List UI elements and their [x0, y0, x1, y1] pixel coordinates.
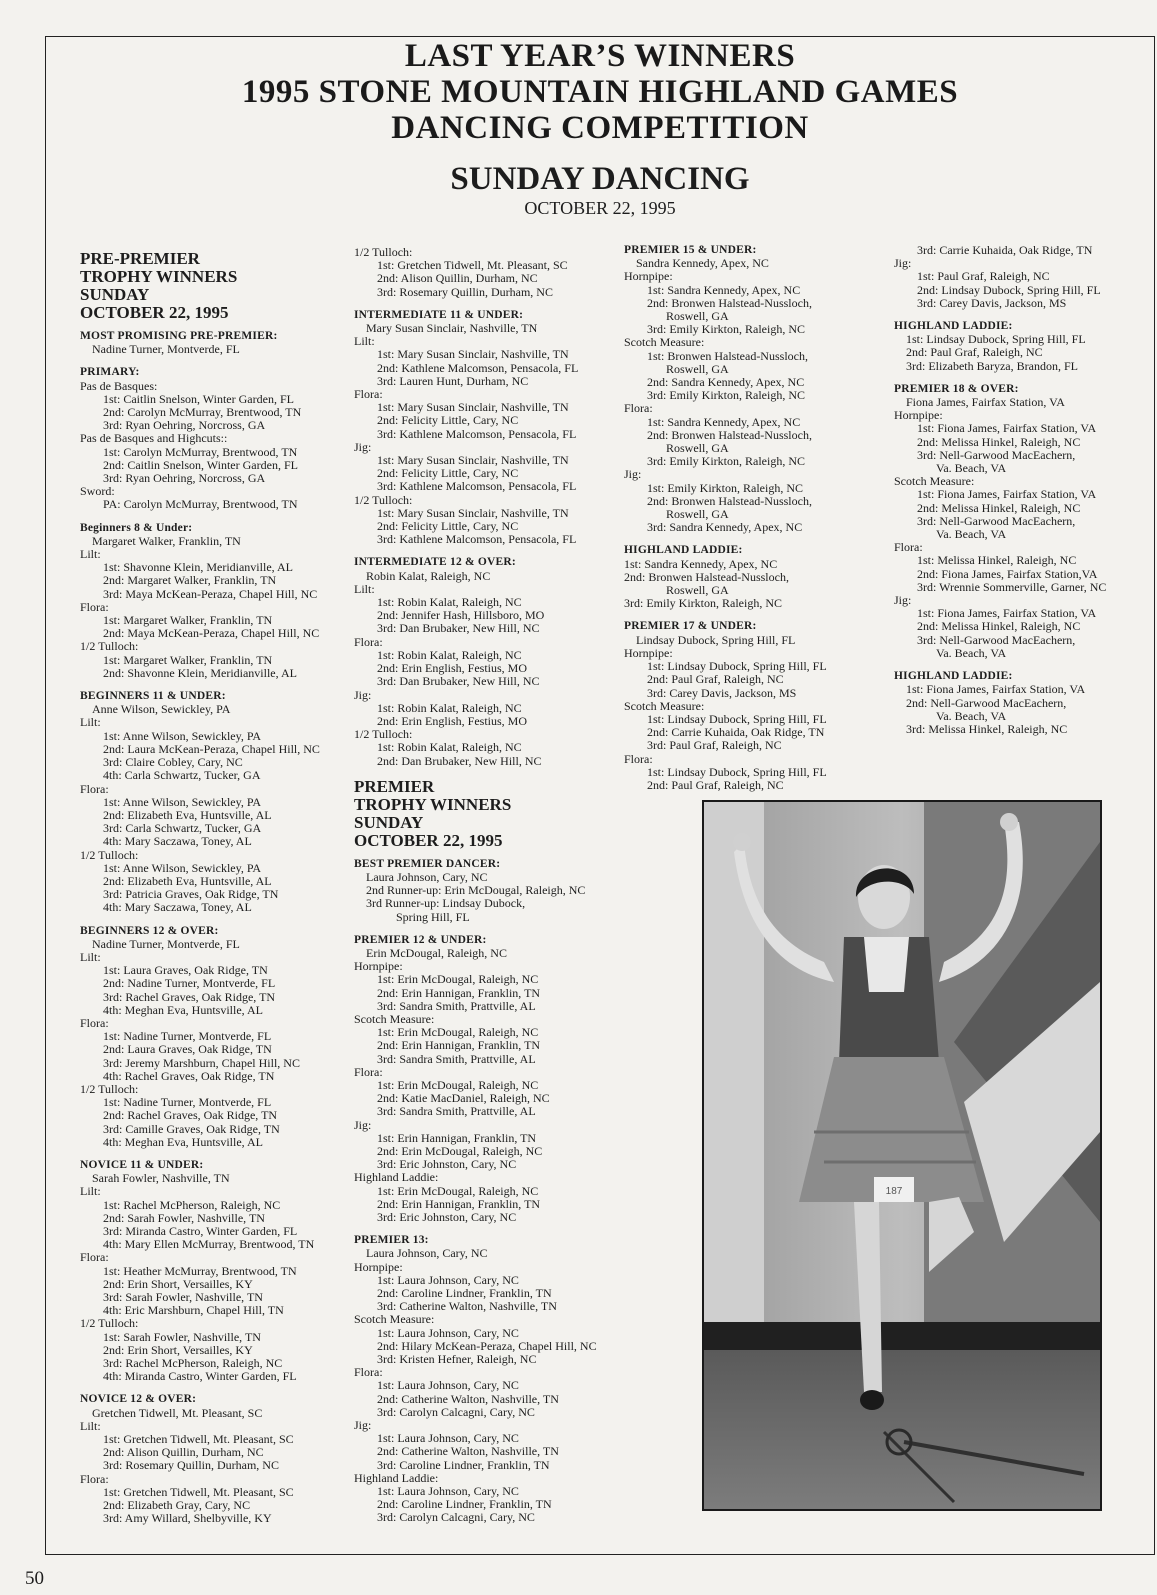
result-line: 3rd: Elizabeth Baryza, Brandon, FL	[906, 358, 1078, 373]
result-line: Roswell, GA	[666, 309, 729, 324]
section-title: INTERMEDIATE 11 & UNDER:	[354, 308, 524, 321]
result-line: 3rd: Sandra Smith, Prattville, AL	[377, 1051, 536, 1066]
result-line: 1st: Nadine Turner, Montverde, FL	[103, 1029, 272, 1044]
result-line: 3rd: Emily Kirkton, Raleigh, NC	[624, 596, 782, 611]
result-line: 1st: Fiona James, Fairfax Station, VA	[906, 682, 1086, 697]
result-line: 1st: Lindsay Dubock, Spring Hill, FL	[647, 764, 827, 779]
result-line: 1/2 Tulloch:	[354, 492, 413, 507]
result-line: 1st: Laura Johnson, Cary, NC	[377, 1325, 519, 1340]
result-line: 3rd: Eric Johnston, Cary, NC	[377, 1157, 517, 1172]
result-line: 3rd: Rachel Graves, Oak Ridge, TN	[103, 989, 276, 1004]
result-line: Scotch Measure:	[354, 1312, 435, 1327]
section-title: HIGHLAND LADDIE:	[894, 320, 1013, 333]
result-line: Robin Kalat, Raleigh, NC	[366, 568, 491, 583]
result-line: 3rd: Wrennie Sommerville, Garner, NC	[917, 579, 1107, 594]
results-section	[894, 383, 1154, 660]
result-line: 3rd: Paul Graf, Raleigh, NC	[647, 738, 782, 753]
results-section	[354, 1234, 616, 1524]
column-4	[894, 244, 1154, 746]
result-line: 3rd: Camille Graves, Oak Ridge, TN	[103, 1121, 280, 1136]
result-line: 2nd: Shavonne Klein, Meridianville, AL	[103, 665, 297, 680]
result-line: 3rd: Nell-Garwood MacEachern,	[917, 632, 1076, 647]
result-line: Sword:	[80, 484, 115, 499]
result-line: 1st: Mary Susan Sinclair, Nashville, TN	[377, 453, 569, 468]
result-line: 2nd: Erin McDougal, Raleigh, NC	[377, 1143, 543, 1158]
result-line: 1st: Lindsay Dubock, Spring Hill, FL	[647, 659, 827, 674]
result-line: 1st: Sandra Kennedy, Apex, NC	[647, 282, 801, 297]
result-line: 2nd: Dan Brubaker, New Hill, NC	[377, 753, 542, 768]
result-line: Lindsay Dubock, Spring Hill, FL	[636, 632, 796, 647]
result-line: 2nd: Melissa Hinkel, Raleigh, NC	[917, 619, 1081, 634]
result-line: 1st: Fiona James, Fairfax Station, VA	[917, 421, 1097, 436]
result-line: 1st: Paul Graf, Raleigh, NC	[917, 269, 1050, 284]
result-line: Flora:	[80, 1471, 109, 1486]
result-line: 4th: Mary Ellen McMurray, Brentwood, TN	[103, 1237, 315, 1252]
column-3	[624, 244, 889, 802]
result-line: 3rd: Claire Cobley, Cary, NC	[103, 755, 243, 770]
sunday-dancing-heading: SUNDAY DANCING	[450, 161, 750, 197]
result-line: Flora:	[80, 1250, 109, 1265]
result-line: 1/2 Tulloch:	[80, 847, 139, 862]
result-line: Flora:	[354, 1064, 383, 1079]
title-line-2: 1995 STONE MOUNTAIN HIGHLAND GAMES	[241, 74, 959, 110]
section-title: INTERMEDIATE 12 & OVER:	[354, 556, 516, 569]
result-line: 2nd: Erin Hannigan, Franklin, TN	[377, 1038, 541, 1053]
result-line: 1/2 Tulloch:	[80, 639, 139, 654]
result-line: Scotch Measure:	[354, 1011, 435, 1026]
result-line: 2nd: Felicity Little, Cary, NC	[377, 466, 519, 481]
result-line: 1st: Margaret Walker, Franklin, TN	[103, 652, 273, 667]
result-line: 1st: Laura Johnson, Cary, NC	[377, 1272, 519, 1287]
result-line: 1st: Sarah Fowler, Nashville, TN	[103, 1329, 261, 1344]
result-line: 2nd: Melissa Hinkel, Raleigh, NC	[917, 434, 1081, 449]
result-line: Sarah Fowler, Nashville, TN	[92, 1171, 230, 1186]
results-section	[894, 244, 1154, 310]
result-line: 1st: Robin Kalat, Raleigh, NC	[377, 595, 522, 610]
result-line: 3rd: Sarah Fowler, Nashville, TN	[103, 1290, 263, 1305]
section-title: PREMIER 18 & OVER:	[894, 382, 1019, 395]
result-line: Scotch Measure:	[624, 698, 705, 713]
result-line: Pas de Basques:	[80, 378, 158, 393]
result-line: 3rd: Rosemary Quillin, Durham, NC	[103, 1458, 279, 1473]
result-line: 1st: Sandra Kennedy, Apex, NC	[624, 556, 778, 571]
result-line: Scotch Measure:	[624, 335, 705, 350]
result-line: Jig:	[354, 687, 372, 702]
result-line: 1st: Gretchen Tidwell, Mt. Pleasant, SC	[103, 1432, 294, 1447]
result-line: 2nd Runner-up: Erin McDougal, Raleigh, NC	[366, 883, 586, 898]
premier-heading	[354, 778, 616, 850]
result-line: Highland Laddie:	[354, 1170, 439, 1185]
result-line: 1st: Erin McDougal, Raleigh, NC	[377, 1183, 539, 1198]
result-line: 1st: Anne Wilson, Sewickley, PA	[103, 794, 262, 809]
result-line: Hornpipe:	[894, 408, 943, 423]
result-line: 3rd: Carolyn Calcagni, Cary, NC	[377, 1404, 535, 1419]
result-line: 1st: Mary Susan Sinclair, Nashville, TN	[377, 347, 569, 362]
result-line: Flora:	[354, 1365, 383, 1380]
result-line: Pas de Basques and Highcuts::	[80, 431, 228, 446]
result-line: Lilt:	[354, 334, 375, 349]
result-line: 2nd: Catherine Walton, Nashville, TN	[377, 1444, 559, 1459]
result-line: Flora:	[80, 1015, 109, 1030]
result-line: Lilt:	[80, 1418, 101, 1433]
result-line: 3rd: Emily Kirkton, Raleigh, NC	[647, 454, 805, 469]
result-line: 2nd: Carolyn McMurray, Brentwood, TN	[103, 405, 302, 420]
result-line: 1st: Mary Susan Sinclair, Nashville, TN	[377, 400, 569, 415]
result-line: 3rd: Kathlene Malcomson, Pensacola, FL	[377, 426, 577, 441]
result-line: Laura Johnson, Cary, NC	[366, 1246, 488, 1261]
result-line: 2nd: Bronwen Halstead-Nussloch,	[647, 493, 812, 508]
result-line: Fiona James, Fairfax Station, VA	[906, 395, 1065, 410]
result-line: 1st: Erin McDougal, Raleigh, NC	[377, 1025, 539, 1040]
result-line: 4th: Mary Saczawa, Toney, AL	[103, 900, 252, 915]
result-line: Va. Beach, VA	[936, 461, 1007, 476]
result-line: 2nd: Paul Graf, Raleigh, NC	[906, 345, 1043, 360]
result-line: 2nd: Elizabeth Gray, Cary, NC	[103, 1498, 251, 1513]
result-line: Lilt:	[80, 715, 101, 730]
result-line: Laura Johnson, Cary, NC	[366, 869, 488, 884]
result-line: 1st: Caitlin Snelson, Winter Garden, FL	[103, 391, 294, 406]
results-section	[80, 925, 340, 1149]
sunday-date: OCTOBER 22, 1995	[524, 198, 676, 218]
result-line: Flora:	[894, 540, 923, 555]
result-line: Va. Beach, VA	[936, 708, 1007, 723]
result-line: Flora:	[624, 751, 653, 766]
result-line: 3rd: Emily Kirkton, Raleigh, NC	[647, 388, 805, 403]
results-section	[80, 1393, 340, 1525]
results-section	[80, 522, 340, 680]
result-line: Lilt:	[80, 547, 101, 562]
result-line: Nadine Turner, Montverde, FL	[92, 342, 240, 357]
result-line: Flora:	[354, 634, 383, 649]
result-line: 1st: Anne Wilson, Sewickley, PA	[103, 860, 262, 875]
result-line: 2nd: Sarah Fowler, Nashville, TN	[103, 1210, 265, 1225]
result-line: 2nd: Felicity Little, Cary, NC	[377, 413, 519, 428]
result-line: 2nd: Elizabeth Eva, Huntsville, AL	[103, 873, 272, 888]
result-line: 3rd: Melissa Hinkel, Raleigh, NC	[906, 721, 1068, 736]
prepremier-heading-line: OCTOBER 22, 1995	[80, 303, 229, 322]
premier-heading-line: PREMIER	[354, 776, 435, 796]
results-section	[354, 934, 616, 1224]
result-line: 1/2 Tulloch:	[354, 727, 413, 742]
result-line: 2nd: Laura McKean-Peraza, Chapel Hill, NC	[103, 741, 320, 756]
result-line: 1st: Robin Kalat, Raleigh, NC	[377, 647, 522, 662]
result-line: 2nd: Rachel Graves, Oak Ridge, TN	[103, 1108, 278, 1123]
section-title: PREMIER 15 & UNDER:	[624, 244, 757, 256]
result-line: 2nd: Bronwen Halstead-Nussloch,	[624, 569, 789, 584]
section-title: HIGHLAND LADDIE:	[894, 670, 1013, 683]
result-line: 2nd: Laura Graves, Oak Ridge, TN	[103, 1042, 272, 1057]
result-line: 3rd: Eric Johnston, Cary, NC	[377, 1210, 517, 1224]
result-line: 3rd: Kathlene Malcomson, Pensacola, FL	[377, 532, 577, 547]
result-line: 4th: Meghan Eva, Huntsville, AL	[103, 1134, 263, 1149]
prepremier-heading	[80, 250, 340, 322]
result-line: 1st: Margaret Walker, Franklin, TN	[103, 613, 273, 628]
section-title: NOVICE 11 & UNDER:	[80, 1158, 204, 1171]
section-title: Beginners 8 & Under:	[80, 521, 193, 534]
result-line: PA: Carolyn McMurray, Brentwood, TN	[103, 497, 298, 512]
section-title: PRIMARY:	[80, 366, 140, 379]
col1-sections	[80, 330, 340, 1525]
result-line: 1st: Fiona James, Fairfax Station, VA	[917, 487, 1097, 502]
result-line: 2nd: Caitlin Snelson, Winter Garden, FL	[103, 457, 298, 472]
result-line: 2nd: Bronwen Halstead-Nussloch,	[647, 427, 812, 442]
result-line: Roswell, GA	[666, 583, 729, 598]
section-title: PREMIER 17 & UNDER:	[624, 620, 757, 633]
results-section	[624, 244, 889, 534]
result-line: 3rd: Patricia Graves, Oak Ridge, TN	[103, 887, 279, 902]
result-line: 1st: Nadine Turner, Montverde, FL	[103, 1095, 272, 1110]
result-line: 4th: Carla Schwartz, Tucker, GA	[103, 768, 261, 783]
result-line: 3rd: Kathlene Malcomson, Pensacola, FL	[377, 479, 577, 494]
results-section	[894, 670, 1154, 736]
result-line: 1st: Shavonne Klein, Meridianville, AL	[103, 560, 293, 575]
result-line: Jig:	[354, 1418, 372, 1433]
prepremier-heading-line: SUNDAY	[80, 285, 150, 304]
section-title: NOVICE 12 & OVER:	[80, 1393, 197, 1406]
result-line: 1st: Erin McDougal, Raleigh, NC	[377, 972, 539, 987]
results-section	[354, 858, 616, 924]
result-line: 1st: Gretchen Tidwell, Mt. Pleasant, SC	[377, 258, 568, 273]
result-line: 1st: Lindsay Dubock, Spring Hill, FL	[906, 332, 1086, 347]
result-line: Hornpipe:	[624, 645, 673, 660]
dancer-photo	[702, 800, 1102, 1511]
result-line: 2nd: Sandra Kennedy, Apex, NC	[647, 375, 805, 390]
prepremier-heading-line: TROPHY WINNERS	[80, 267, 238, 286]
result-line: 3rd: Carey Davis, Jackson, MS	[647, 685, 797, 700]
section-title: PREMIER 12 & UNDER:	[354, 933, 487, 946]
result-line: Scotch Measure:	[894, 474, 975, 489]
prepremier-heading-line: PRE-PREMIER	[80, 249, 200, 268]
results-section	[80, 330, 340, 356]
result-line: 2nd: Bronwen Halstead-Nussloch,	[647, 295, 812, 310]
result-line: 3rd: Maya McKean-Peraza, Chapel Hill, NC	[103, 586, 318, 601]
result-line: Erin McDougal, Raleigh, NC	[366, 945, 507, 960]
result-line: Va. Beach, VA	[936, 527, 1007, 542]
result-line: 2nd: Felicity Little, Cary, NC	[377, 519, 519, 534]
result-line: Flora:	[80, 781, 109, 796]
result-line: Roswell, GA	[666, 507, 729, 522]
col2a-sections	[354, 246, 616, 768]
result-line: 1st: Carolyn McMurray, Brentwood, TN	[103, 444, 298, 459]
result-line: Spring Hill, FL	[396, 909, 470, 924]
result-line: 1st: Bronwen Halstead-Nussloch,	[647, 348, 808, 363]
result-line: Anne Wilson, Sewickley, PA	[92, 702, 231, 717]
result-line: 1st: Sandra Kennedy, Apex, NC	[647, 414, 801, 429]
results-section	[80, 366, 340, 511]
page-number: 50	[25, 1568, 44, 1589]
result-line: 3rd: Kristen Hefner, Raleigh, NC	[377, 1352, 537, 1367]
result-line: 2nd: Jennifer Hash, Hillsboro, MO	[377, 608, 545, 623]
result-line: 2nd: Erin English, Festius, MO	[377, 661, 528, 676]
result-line: 3rd: Lauren Hunt, Durham, NC	[377, 373, 529, 388]
col2b-sections	[354, 858, 616, 1525]
result-line: 3rd: Catherine Walton, Nashville, TN	[377, 1299, 557, 1314]
result-line: Va. Beach, VA	[936, 645, 1007, 660]
result-line: Margaret Walker, Franklin, TN	[92, 533, 241, 548]
col3-sections	[624, 244, 889, 792]
results-section	[354, 246, 616, 299]
result-line: 3rd: Dan Brubaker, New Hill, NC	[377, 674, 540, 689]
result-line: 1/2 Tulloch:	[80, 1316, 139, 1331]
result-line: Flora:	[624, 401, 653, 416]
result-line: Jig:	[894, 593, 912, 608]
column-2	[354, 246, 616, 1535]
result-line: 2nd: Erin English, Festius, MO	[377, 713, 528, 728]
result-line: 3rd: Jeremy Marshburn, Chapel Hill, NC	[103, 1055, 300, 1070]
title-line-1: LAST YEAR’S WINNERS	[404, 38, 796, 74]
result-line: 3rd: Nell-Garwood MacEachern,	[917, 447, 1076, 462]
column-1	[80, 248, 340, 1535]
result-line: Jig:	[354, 1117, 372, 1132]
result-line: 2nd: Paul Graf, Raleigh, NC	[647, 777, 784, 792]
result-line: 2nd: Alison Quillin, Durham, NC	[103, 1445, 264, 1460]
result-line: 4th: Rachel Graves, Oak Ridge, TN	[103, 1068, 275, 1083]
result-line: 3rd: Sandra Smith, Prattville, AL	[377, 1104, 536, 1119]
result-line: 2nd: Maya McKean-Peraza, Chapel Hill, NC	[103, 626, 320, 641]
result-line: Mary Susan Sinclair, Nashville, TN	[366, 321, 538, 336]
result-line: 3rd: Emily Kirkton, Raleigh, NC	[647, 322, 805, 337]
title-block	[45, 38, 1155, 218]
result-line: 2nd: Margaret Walker, Franklin, TN	[103, 573, 277, 588]
results-section	[354, 556, 616, 767]
result-line: 3rd: Dan Brubaker, New Hill, NC	[377, 621, 540, 636]
result-line: 4th: Meghan Eva, Huntsville, AL	[103, 1002, 263, 1017]
section-title: BEGINNERS 11 & UNDER:	[80, 690, 226, 703]
result-line: 1st: Heather McMurray, Brentwood, TN	[103, 1263, 297, 1278]
result-line: 4th: Mary Saczawa, Toney, AL	[103, 834, 252, 849]
result-line: 1st: Rachel McPherson, Raleigh, NC	[103, 1197, 281, 1212]
result-line: Roswell, GA	[666, 361, 729, 376]
result-line: 1st: Melissa Hinkel, Raleigh, NC	[917, 553, 1077, 568]
result-line: 1st: Laura Graves, Oak Ridge, TN	[103, 963, 268, 978]
result-line: Gretchen Tidwell, Mt. Pleasant, SC	[92, 1405, 263, 1420]
result-line: Hornpipe:	[354, 959, 403, 974]
bib-number: 187	[885, 1186, 903, 1197]
result-line: 1st: Fiona James, Fairfax Station, VA	[917, 606, 1097, 621]
result-line: Flora:	[354, 387, 383, 402]
result-line: 3rd: Carolyn Calcagni, Cary, NC	[377, 1510, 535, 1525]
result-line: 2nd: Kathlene Malcomson, Pensacola, FL	[377, 360, 579, 375]
result-line: 3rd: Nell-Garwood MacEachern,	[917, 513, 1076, 528]
premier-heading-line: TROPHY WINNERS	[354, 794, 512, 814]
result-line: 2nd: Erin Hannigan, Franklin, TN	[377, 985, 541, 1000]
result-line: Lilt:	[80, 949, 101, 964]
result-line: Jig:	[354, 439, 372, 454]
result-line: 1st: Robin Kalat, Raleigh, NC	[377, 700, 522, 715]
section-title: MOST PROMISING PRE-PREMIER:	[80, 330, 278, 342]
result-line: 2nd: Erin Short, Versailles, KY	[103, 1342, 253, 1357]
result-line: 1st: Gretchen Tidwell, Mt. Pleasant, SC	[103, 1484, 294, 1499]
result-line: 3rd: Rosemary Quillin, Durham, NC	[377, 284, 553, 299]
result-line: 1/2 Tulloch:	[80, 1081, 139, 1096]
premier-heading-line: SUNDAY	[354, 812, 424, 832]
results-section	[624, 620, 889, 792]
result-line: 4th: Eric Marshburn, Chapel Hill, TN	[103, 1303, 284, 1318]
results-section	[354, 309, 616, 547]
result-line: 1/2 Tulloch:	[354, 245, 413, 259]
result-line: 1st: Mary Susan Sinclair, Nashville, TN	[377, 505, 569, 520]
section-title: HIGHLAND LADDIE:	[624, 544, 743, 557]
result-line: 3rd: Carey Davis, Jackson, MS	[917, 295, 1067, 310]
result-line: 1st: Laura Johnson, Cary, NC	[377, 1431, 519, 1446]
col4-sections	[894, 244, 1154, 736]
result-line: 2nd: Erin Short, Versailles, KY	[103, 1276, 253, 1291]
result-line: 2nd: Caroline Lindner, Franklin, TN	[377, 1497, 552, 1512]
result-line: Sandra Kennedy, Apex, NC	[636, 256, 769, 271]
result-line: 1st: Erin Hannigan, Franklin, TN	[377, 1130, 537, 1145]
result-line: 2nd: Nadine Turner, Montverde, FL	[103, 976, 276, 991]
result-line: 1st: Laura Johnson, Cary, NC	[377, 1484, 519, 1499]
result-line: 1st: Robin Kalat, Raleigh, NC	[377, 740, 522, 755]
result-line: 3rd: Miranda Castro, Winter Garden, FL	[103, 1224, 298, 1238]
result-line: 4th: Miranda Castro, Winter Garden, FL	[103, 1369, 297, 1384]
result-line: 1st: Emily Kirkton, Raleigh, NC	[647, 480, 803, 495]
result-line: 2nd: Erin Hannigan, Franklin, TN	[377, 1196, 541, 1211]
result-line: 2nd: Melissa Hinkel, Raleigh, NC	[917, 500, 1081, 515]
results-section	[80, 690, 340, 914]
result-line: 1st: Erin McDougal, Raleigh, NC	[377, 1077, 539, 1092]
results-section	[624, 544, 889, 610]
result-line: 2nd: Catherine Walton, Nashville, TN	[377, 1391, 559, 1406]
result-line: 3rd Runner-up: Lindsay Dubock,	[366, 896, 526, 911]
results-section	[894, 320, 1154, 373]
result-line: Lilt:	[354, 581, 375, 596]
result-line: 1st: Anne Wilson, Sewickley, PA	[103, 728, 262, 743]
result-line: 3rd: Ryan Oehring, Norcross, GA	[103, 471, 266, 486]
result-line: Flora:	[80, 599, 109, 614]
result-line: 2nd: Carrie Kuhaida, Oak Ridge, TN	[647, 725, 825, 740]
section-title: PREMIER 13:	[354, 1234, 429, 1247]
result-line: 3rd: Ryan Oehring, Norcross, GA	[103, 418, 266, 433]
result-line: 3rd: Carla Schwartz, Tucker, GA	[103, 821, 262, 836]
result-line: 3rd: Amy Willard, Shelbyville, KY	[103, 1511, 272, 1526]
result-line: 2nd: Hilary McKean-Peraza, Chapel Hill, NC	[377, 1338, 597, 1353]
result-line: 2nd: Katie MacDaniel, Raleigh, NC	[377, 1091, 550, 1106]
result-line: 2nd: Nell-Garwood MacEachern,	[906, 695, 1067, 710]
result-line: Jig:	[894, 256, 912, 271]
result-line: Nadine Turner, Montverde, FL	[92, 936, 240, 951]
result-line: Hornpipe:	[354, 1259, 403, 1274]
result-line: 2nd: Elizabeth Eva, Huntsville, AL	[103, 807, 272, 822]
result-line: 2nd: Alison Quillin, Durham, NC	[377, 271, 538, 286]
results-section	[80, 1159, 340, 1383]
result-line: 2nd: Lindsay Dubock, Spring Hill, FL	[917, 282, 1101, 297]
section-title: BEGINNERS 12 & OVER:	[80, 924, 219, 937]
result-line: Hornpipe:	[624, 269, 673, 284]
premier-heading-line: OCTOBER 22, 1995	[354, 830, 503, 850]
result-line: Roswell, GA	[666, 441, 729, 456]
result-line: 3rd: Sandra Smith, Prattville, AL	[377, 998, 536, 1013]
section-title: BEST PREMIER DANCER:	[354, 857, 501, 870]
result-line: 1st: Laura Johnson, Cary, NC	[377, 1378, 519, 1393]
result-line: 3rd: Rachel McPherson, Raleigh, NC	[103, 1356, 283, 1371]
result-line: 3rd: Sandra Kennedy, Apex, NC	[647, 520, 803, 535]
result-line: 2nd: Paul Graf, Raleigh, NC	[647, 672, 784, 687]
result-line: 2nd: Fiona James, Fairfax Station,VA	[917, 566, 1098, 581]
result-line: 3rd: Carrie Kuhaida, Oak Ridge, TN	[917, 243, 1093, 257]
title-line-3: DANCING COMPETITION	[391, 110, 809, 146]
result-line: Lilt:	[80, 1184, 101, 1199]
result-line: Jig:	[624, 467, 642, 482]
result-line: 3rd: Caroline Lindner, Franklin, TN	[377, 1457, 550, 1472]
result-line: 2nd: Caroline Lindner, Franklin, TN	[377, 1286, 552, 1301]
result-line: 1st: Lindsay Dubock, Spring Hill, FL	[647, 711, 827, 726]
result-line: Highland Laddie:	[354, 1470, 439, 1485]
